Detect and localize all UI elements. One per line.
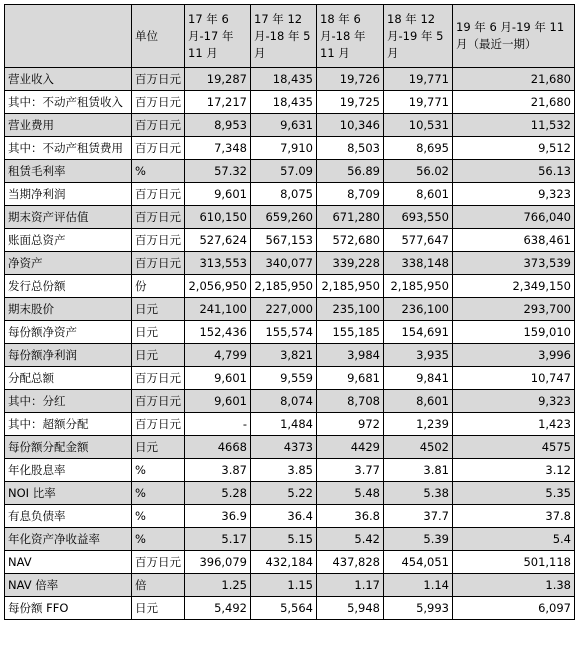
row-value: 1,484 (251, 413, 317, 436)
row-value: 4502 (384, 436, 453, 459)
row-value: 638,461 (453, 229, 575, 252)
row-unit: 百万日元 (132, 367, 185, 390)
row-value: 9,601 (185, 390, 251, 413)
row-unit: 日元 (132, 298, 185, 321)
row-label: NAV 倍率 (5, 574, 132, 597)
row-value: 1,239 (384, 413, 453, 436)
row-value: 10,747 (453, 367, 575, 390)
header-period: 18 年 12 月-19 年 5 月 (384, 5, 453, 68)
row-value: 1.25 (185, 574, 251, 597)
row-value: 236,100 (384, 298, 453, 321)
table-row (5, 367, 575, 390)
row-value: 5,993 (384, 597, 453, 620)
table-row (5, 459, 575, 482)
table-row (5, 298, 575, 321)
row-value: 1.15 (251, 574, 317, 597)
row-value: 9,681 (317, 367, 384, 390)
row-value: 5,948 (317, 597, 384, 620)
row-label: NAV (5, 551, 132, 574)
row-value: 8,708 (317, 390, 384, 413)
table-row (5, 436, 575, 459)
row-label: 净资产 (5, 252, 132, 275)
row-value: 159,010 (453, 321, 575, 344)
row-value: 338,148 (384, 252, 453, 275)
row-unit: % (132, 482, 185, 505)
row-value: 5.48 (317, 482, 384, 505)
row-value: 373,539 (453, 252, 575, 275)
row-value: 19,771 (384, 91, 453, 114)
row-value: 5.35 (453, 482, 575, 505)
row-value: 19,726 (317, 68, 384, 91)
row-label: 期末股价 (5, 298, 132, 321)
row-unit: 百万日元 (132, 137, 185, 160)
row-value: 8,503 (317, 137, 384, 160)
table-row (5, 505, 575, 528)
row-value: 155,185 (317, 321, 384, 344)
row-unit: 份 (132, 275, 185, 298)
row-value: 766,040 (453, 206, 575, 229)
row-value: 154,691 (384, 321, 453, 344)
row-value: 155,574 (251, 321, 317, 344)
row-value: 8,075 (251, 183, 317, 206)
row-label: 每份额净资产 (5, 321, 132, 344)
row-value: 8,074 (251, 390, 317, 413)
row-value: 56.89 (317, 160, 384, 183)
row-unit: % (132, 459, 185, 482)
row-value: 972 (317, 413, 384, 436)
row-value: 235,100 (317, 298, 384, 321)
row-label: 其中：不动产租赁收入 (5, 91, 132, 114)
row-label: 营业收入 (5, 68, 132, 91)
table-row (5, 68, 575, 91)
row-value: 2,349,150 (453, 275, 575, 298)
row-label: 每份额 FFO (5, 597, 132, 620)
table-row (5, 321, 575, 344)
table-row (5, 597, 575, 620)
row-value: 36.9 (185, 505, 251, 528)
row-value: 19,725 (317, 91, 384, 114)
row-value: 5,492 (185, 597, 251, 620)
row-label: 年化资产净收益率 (5, 528, 132, 551)
row-unit: 日元 (132, 321, 185, 344)
row-unit: 日元 (132, 344, 185, 367)
table-row (5, 160, 575, 183)
row-value: 10,346 (317, 114, 384, 137)
table-row (5, 229, 575, 252)
table-row (5, 528, 575, 551)
row-value: 36.8 (317, 505, 384, 528)
table-row (5, 252, 575, 275)
table-row (5, 183, 575, 206)
table-row (5, 551, 575, 574)
row-label: 账面总资产 (5, 229, 132, 252)
row-label: NOI 比率 (5, 482, 132, 505)
row-value: 577,647 (384, 229, 453, 252)
row-label: 当期净利润 (5, 183, 132, 206)
row-value: 2,185,950 (251, 275, 317, 298)
row-label: 分配总额 (5, 367, 132, 390)
row-value: 572,680 (317, 229, 384, 252)
row-value: 57.09 (251, 160, 317, 183)
row-value: 3.85 (251, 459, 317, 482)
header-period: 17 年 6 月-17 年 11 月 (185, 5, 251, 68)
row-label: 发行总份额 (5, 275, 132, 298)
row-value: 2,185,950 (317, 275, 384, 298)
row-unit: 日元 (132, 436, 185, 459)
row-label: 营业费用 (5, 114, 132, 137)
row-unit: % (132, 505, 185, 528)
row-unit: 日元 (132, 597, 185, 620)
row-value: 8,695 (384, 137, 453, 160)
row-value: 5.39 (384, 528, 453, 551)
row-unit: 百万日元 (132, 68, 185, 91)
row-unit: 百万日元 (132, 206, 185, 229)
row-value: 9,601 (185, 183, 251, 206)
row-value: 18,435 (251, 68, 317, 91)
row-unit: 百万日元 (132, 91, 185, 114)
row-unit: 倍 (132, 574, 185, 597)
table-row (5, 482, 575, 505)
row-unit: 百万日元 (132, 413, 185, 436)
row-value: 339,228 (317, 252, 384, 275)
row-value: 396,079 (185, 551, 251, 574)
row-value: 57.32 (185, 160, 251, 183)
row-value: 21,680 (453, 91, 575, 114)
table-row (5, 114, 575, 137)
row-value: 10,531 (384, 114, 453, 137)
row-value: 9,323 (453, 390, 575, 413)
row-value: 8,601 (384, 183, 453, 206)
row-value: 7,910 (251, 137, 317, 160)
row-value: 227,000 (251, 298, 317, 321)
row-value: 3,996 (453, 344, 575, 367)
row-value: 659,260 (251, 206, 317, 229)
header-blank (5, 5, 132, 68)
row-value: 9,559 (251, 367, 317, 390)
row-value: 21,680 (453, 68, 575, 91)
header-unit: 单位 (132, 5, 185, 68)
row-value: 293,700 (453, 298, 575, 321)
row-label: 有息负债率 (5, 505, 132, 528)
row-unit: 百万日元 (132, 229, 185, 252)
table-row (5, 574, 575, 597)
row-unit: 百万日元 (132, 114, 185, 137)
row-value: 56.13 (453, 160, 575, 183)
row-value: 671,280 (317, 206, 384, 229)
row-value: 454,051 (384, 551, 453, 574)
row-value: 6,097 (453, 597, 575, 620)
row-value: 9,631 (251, 114, 317, 137)
row-value: 19,287 (185, 68, 251, 91)
row-value: 3,821 (251, 344, 317, 367)
table-row (5, 344, 575, 367)
row-value: 501,118 (453, 551, 575, 574)
row-value: 4,799 (185, 344, 251, 367)
row-value: 3.81 (384, 459, 453, 482)
row-value: 4429 (317, 436, 384, 459)
row-value: 527,624 (185, 229, 251, 252)
row-value: 5.28 (185, 482, 251, 505)
row-value: 2,056,950 (185, 275, 251, 298)
row-value: - (185, 413, 251, 436)
row-unit: 百万日元 (132, 183, 185, 206)
row-value: 8,953 (185, 114, 251, 137)
row-value: 1.38 (453, 574, 575, 597)
row-value: 1,423 (453, 413, 575, 436)
row-value: 1.17 (317, 574, 384, 597)
row-value: 5.15 (251, 528, 317, 551)
row-unit: 百万日元 (132, 252, 185, 275)
row-value: 437,828 (317, 551, 384, 574)
row-value: 9,323 (453, 183, 575, 206)
row-label: 其中：不动产租赁费用 (5, 137, 132, 160)
row-value: 4668 (185, 436, 251, 459)
row-value: 5.17 (185, 528, 251, 551)
row-value: 4373 (251, 436, 317, 459)
row-label: 年化股息率 (5, 459, 132, 482)
row-unit: 百万日元 (132, 551, 185, 574)
header-row (5, 5, 575, 68)
row-value: 2,185,950 (384, 275, 453, 298)
table-row (5, 275, 575, 298)
row-value: 9,841 (384, 367, 453, 390)
row-value: 432,184 (251, 551, 317, 574)
row-value: 5,564 (251, 597, 317, 620)
table-row (5, 390, 575, 413)
row-label: 每份额分配金额 (5, 436, 132, 459)
row-label: 其中：分红 (5, 390, 132, 413)
row-value: 5.42 (317, 528, 384, 551)
financial-table (4, 4, 575, 620)
table-row (5, 413, 575, 436)
row-value: 5.4 (453, 528, 575, 551)
table-row (5, 137, 575, 160)
row-value: 5.38 (384, 482, 453, 505)
table-row (5, 206, 575, 229)
header-period: 17 年 12 月-18 年 5 月 (251, 5, 317, 68)
row-value: 37.7 (384, 505, 453, 528)
row-value: 152,436 (185, 321, 251, 344)
row-value: 8,709 (317, 183, 384, 206)
row-value: 5.22 (251, 482, 317, 505)
row-value: 3.77 (317, 459, 384, 482)
row-value: 1.14 (384, 574, 453, 597)
row-value: 693,550 (384, 206, 453, 229)
header-period: 18 年 6 月-18 年 11 月 (317, 5, 384, 68)
row-value: 9,512 (453, 137, 575, 160)
row-value: 4575 (453, 436, 575, 459)
row-value: 340,077 (251, 252, 317, 275)
table-row (5, 91, 575, 114)
row-unit: 百万日元 (132, 390, 185, 413)
row-value: 7,348 (185, 137, 251, 160)
row-value: 567,153 (251, 229, 317, 252)
row-label: 每份额净利润 (5, 344, 132, 367)
row-value: 56.02 (384, 160, 453, 183)
row-value: 610,150 (185, 206, 251, 229)
row-label: 租赁毛利率 (5, 160, 132, 183)
row-label: 期末资产评估值 (5, 206, 132, 229)
row-unit: % (132, 528, 185, 551)
row-value: 3,935 (384, 344, 453, 367)
row-value: 37.8 (453, 505, 575, 528)
row-value: 19,771 (384, 68, 453, 91)
row-value: 17,217 (185, 91, 251, 114)
row-value: 8,601 (384, 390, 453, 413)
row-value: 3.87 (185, 459, 251, 482)
header-period: 19 年 6 月-19 年 11 月（最近一期） (453, 5, 575, 68)
row-value: 241,100 (185, 298, 251, 321)
row-unit: % (132, 160, 185, 183)
row-value: 313,553 (185, 252, 251, 275)
row-value: 3,984 (317, 344, 384, 367)
row-label: 其中：超额分配 (5, 413, 132, 436)
row-value: 3.12 (453, 459, 575, 482)
row-value: 11,532 (453, 114, 575, 137)
row-value: 9,601 (185, 367, 251, 390)
row-value: 18,435 (251, 91, 317, 114)
row-value: 36.4 (251, 505, 317, 528)
